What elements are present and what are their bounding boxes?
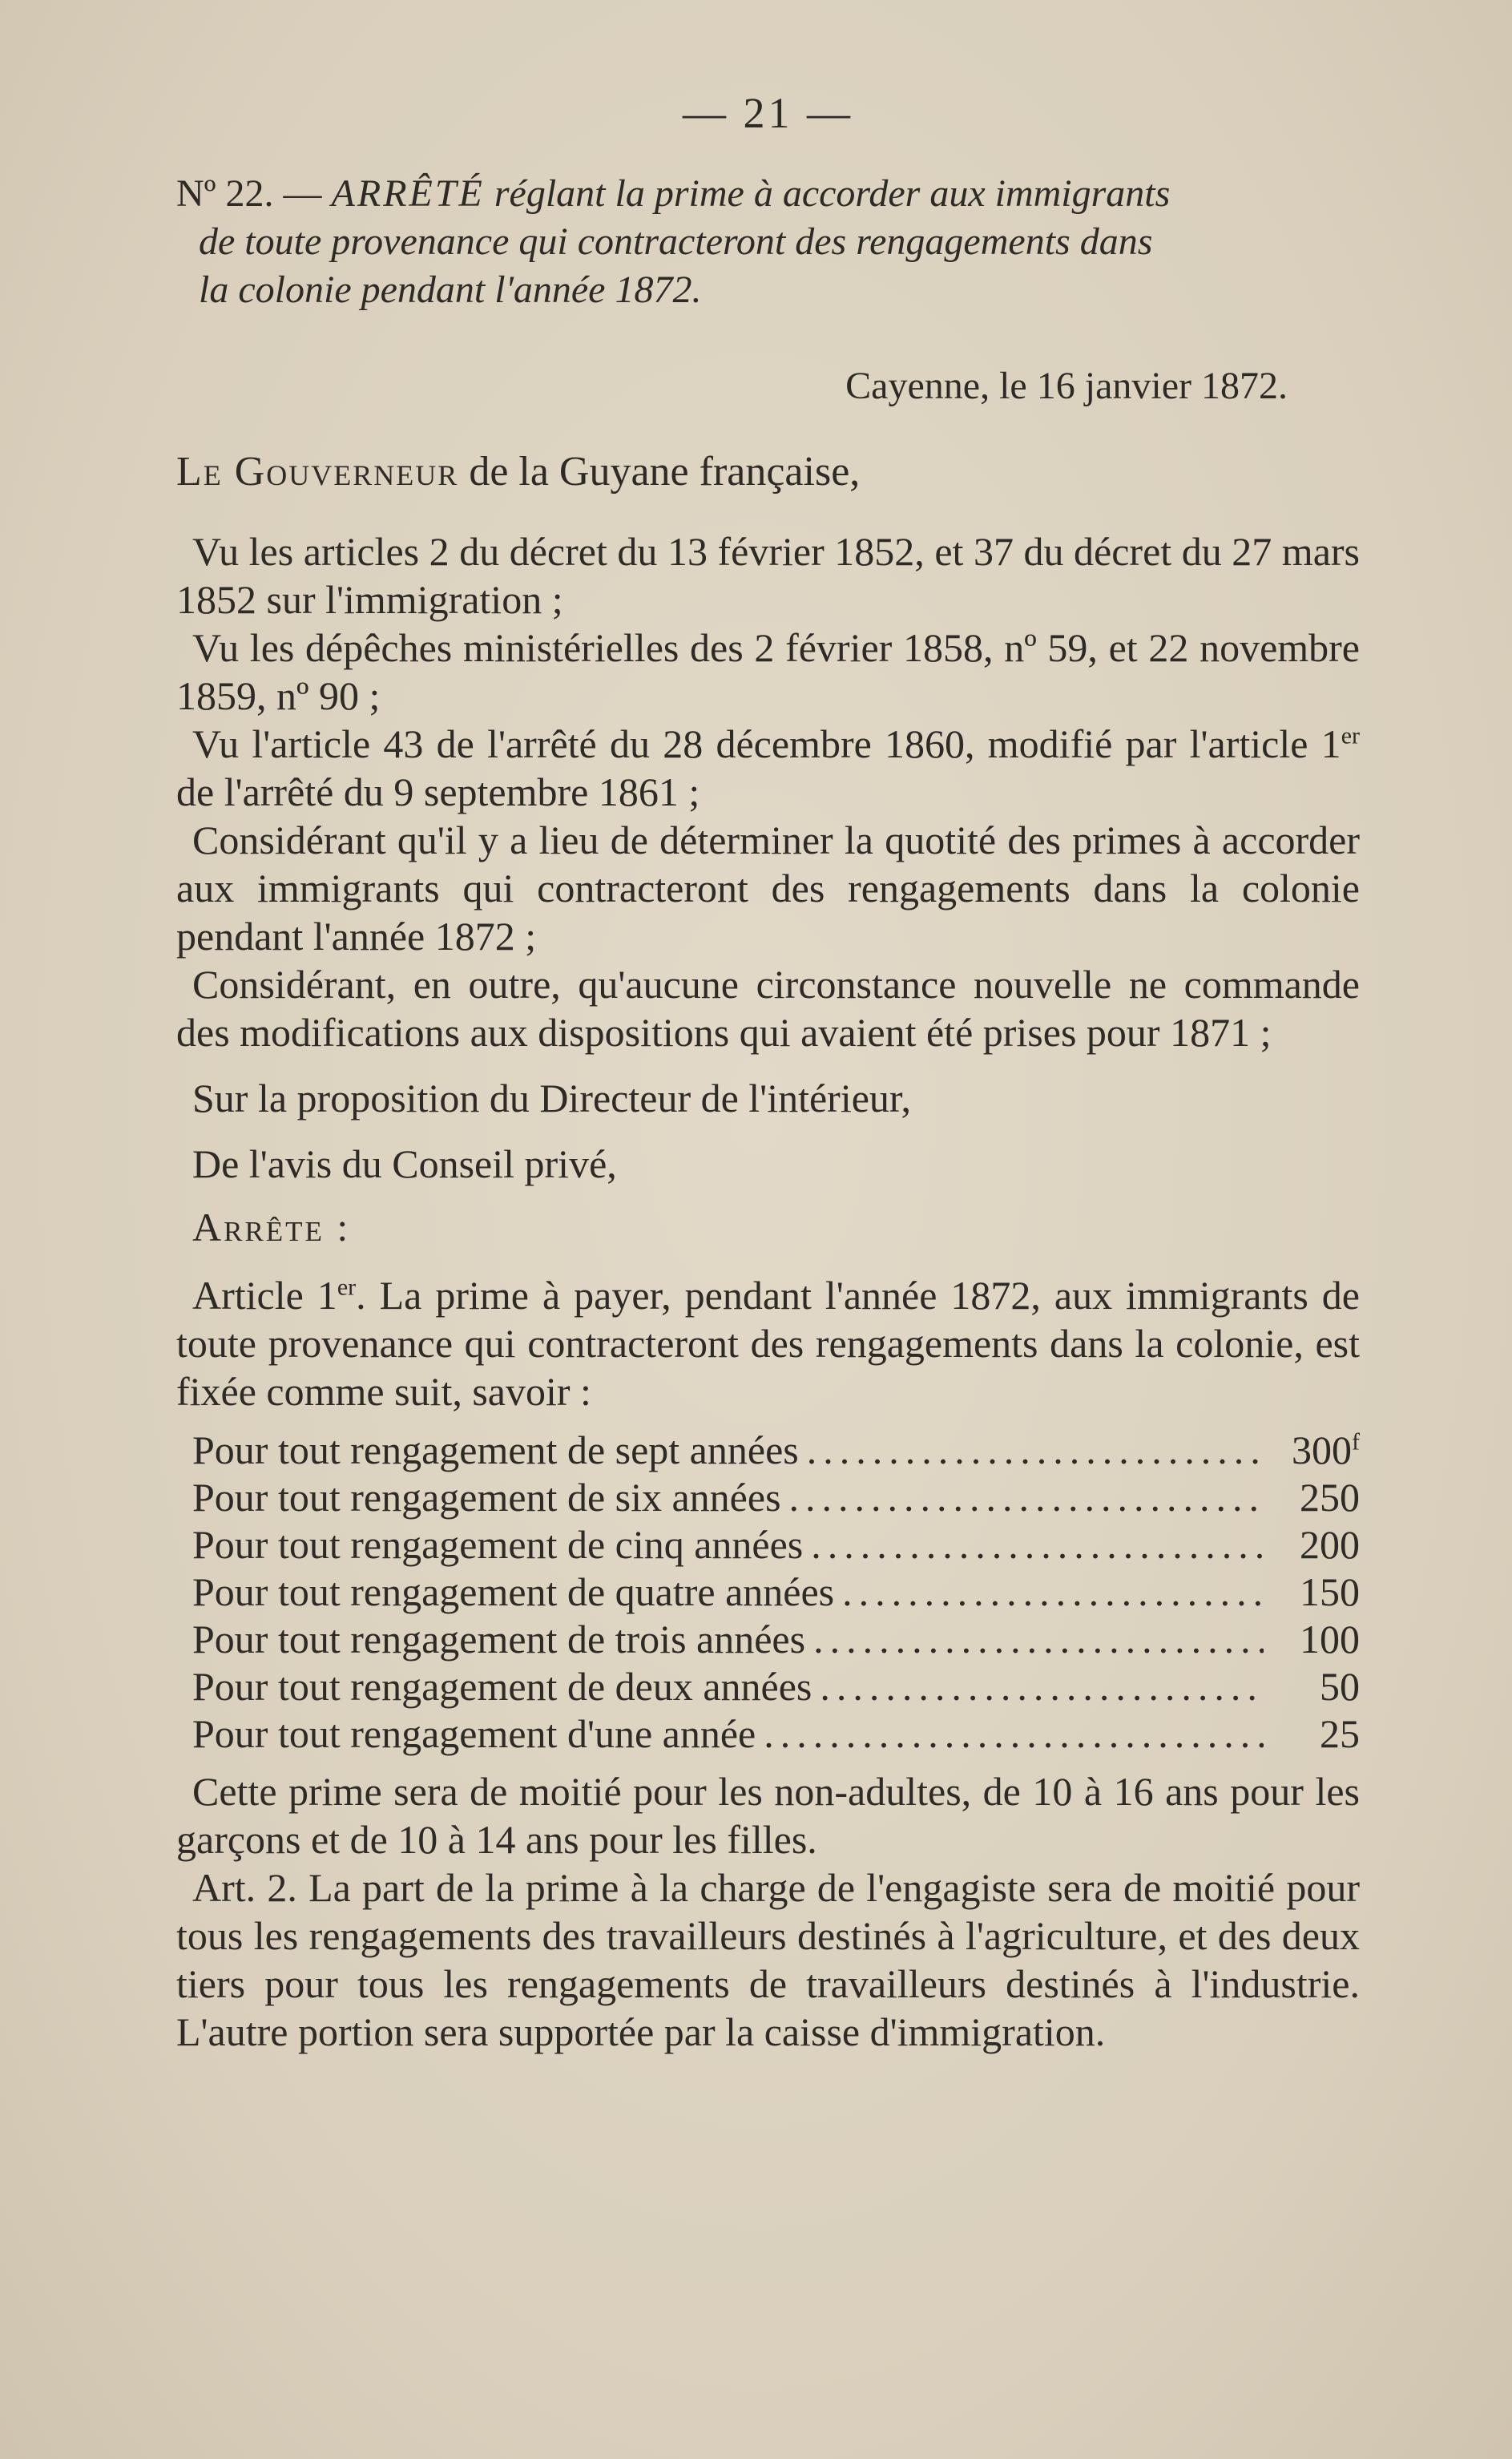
arrete-label: Arrête : bbox=[192, 1205, 351, 1250]
proposition-line: Sur la proposition du Directeur de l'intérieur, bbox=[192, 1076, 912, 1120]
preamble-considerant-1: Considérant qu'il y a lieu de déterminer la quotité des primes à accorder aux immigrants qui contracteront des rengagements dans la colonie pendant l'année 1872 ; bbox=[176, 818, 1360, 959]
tarif-row bbox=[192, 1710, 1360, 1758]
preamble-vu-article-43: Vu l'article 43 de l'arrêté du 28 décembre 1860, modifié par l'article 1er de l'arrêté du 9 septembre 1861 ; bbox=[176, 721, 1360, 814]
tarif-label: Pour tout rengagement de six années bbox=[192, 1475, 781, 1520]
preamble-vu-depeches: Vu les dépêches ministérielles des 2 février 1858, nº 59, et 22 novembre 1859, nº 90 ; bbox=[176, 625, 1360, 718]
tarif-label: Pour tout rengagement de cinq années bbox=[192, 1522, 804, 1567]
tarif-amount: 200 bbox=[1300, 1522, 1360, 1567]
article-1-label: Article 1 bbox=[192, 1273, 337, 1318]
governor-line bbox=[176, 448, 1360, 495]
tarif-row bbox=[192, 1663, 1360, 1710]
tarif-amount: 25 bbox=[1320, 1711, 1360, 1756]
tarif-amount: 100 bbox=[1300, 1617, 1360, 1662]
avis-line: De l'avis du Conseil privé, bbox=[192, 1141, 617, 1186]
decree-heading bbox=[176, 170, 1360, 314]
decree-title-line1: réglant la prime à accorder aux immigrants bbox=[484, 172, 1171, 215]
decree-title-line3: la colonie pendant l'année 1872. bbox=[199, 269, 702, 311]
tarif-label: Pour tout rengagement d'une année bbox=[192, 1711, 756, 1756]
tarif-row bbox=[192, 1427, 1360, 1474]
tarif-row bbox=[192, 1474, 1360, 1521]
page-number: — 21 — bbox=[683, 89, 853, 137]
prime-note: Cette prime sera de moitié pour les non-adultes, de 10 à 16 ans pour les garçons et de 10 à 14 ans pour les filles. bbox=[176, 1769, 1360, 1862]
tarif-label: Pour tout rengagement de sept années bbox=[192, 1427, 799, 1472]
article-1-sup: er bbox=[337, 1274, 357, 1301]
tarif-row bbox=[192, 1616, 1360, 1663]
decree-number: Nº 22. — bbox=[176, 172, 332, 215]
governor-title: Le Gouverneur bbox=[176, 449, 459, 495]
tarif-amount: 50 bbox=[1320, 1664, 1360, 1709]
tarif-table bbox=[192, 1427, 1360, 1758]
tarif-label: Pour tout rengagement de quatre années bbox=[192, 1569, 835, 1614]
tarif-label: Pour tout rengagement de deux années bbox=[192, 1664, 812, 1709]
article-1 bbox=[176, 1271, 1360, 1415]
dateline: Cayenne, le 16 janvier 1872. bbox=[845, 365, 1288, 407]
preamble-vu-articles: Vu les articles 2 du décret du 13 février 1852, et 37 du décret du 27 mars 1852 sur l'immigration ; bbox=[176, 529, 1360, 622]
article-1-text: . La prime à payer, pendant l'année 1872, aux immigrants de toute provenance qui contracteront des rengagements dans la colonie, est fixée comme suit, savoir : bbox=[176, 1273, 1360, 1414]
tarif-amount: 250 bbox=[1300, 1475, 1360, 1520]
tarif-label: Pour tout rengagement de trois années bbox=[192, 1617, 806, 1662]
decree-title-line2: de toute provenance qui contracteront des rengagements dans bbox=[199, 220, 1153, 263]
tarif-row bbox=[192, 1569, 1360, 1616]
tarif-amount: 300$^f$ bbox=[1292, 1427, 1360, 1472]
tarif-amount: 150 bbox=[1300, 1569, 1360, 1614]
article-2: Art. 2. La part de la prime à la charge de l'engagiste sera de moitié pour tous les rengagements des travailleurs destinés à l'agriculture, et des deux tiers pour tous les rengagements de travailleurs destinés à l'industrie. L'autre portion sera supportée par la caisse d'immigration. bbox=[176, 1865, 1360, 2054]
tarif-unit: f bbox=[1352, 1428, 1360, 1456]
decree-keyword: ARRÊTÉ bbox=[331, 172, 485, 215]
governor-rest: de la Guyane française, bbox=[458, 449, 861, 495]
tarif-row bbox=[192, 1521, 1360, 1569]
preamble-considerant-2: Considérant, en outre, qu'aucune circonstance nouvelle ne commande des modifications aux dispositions qui avaient été prises pour 1871 ; bbox=[176, 962, 1360, 1055]
